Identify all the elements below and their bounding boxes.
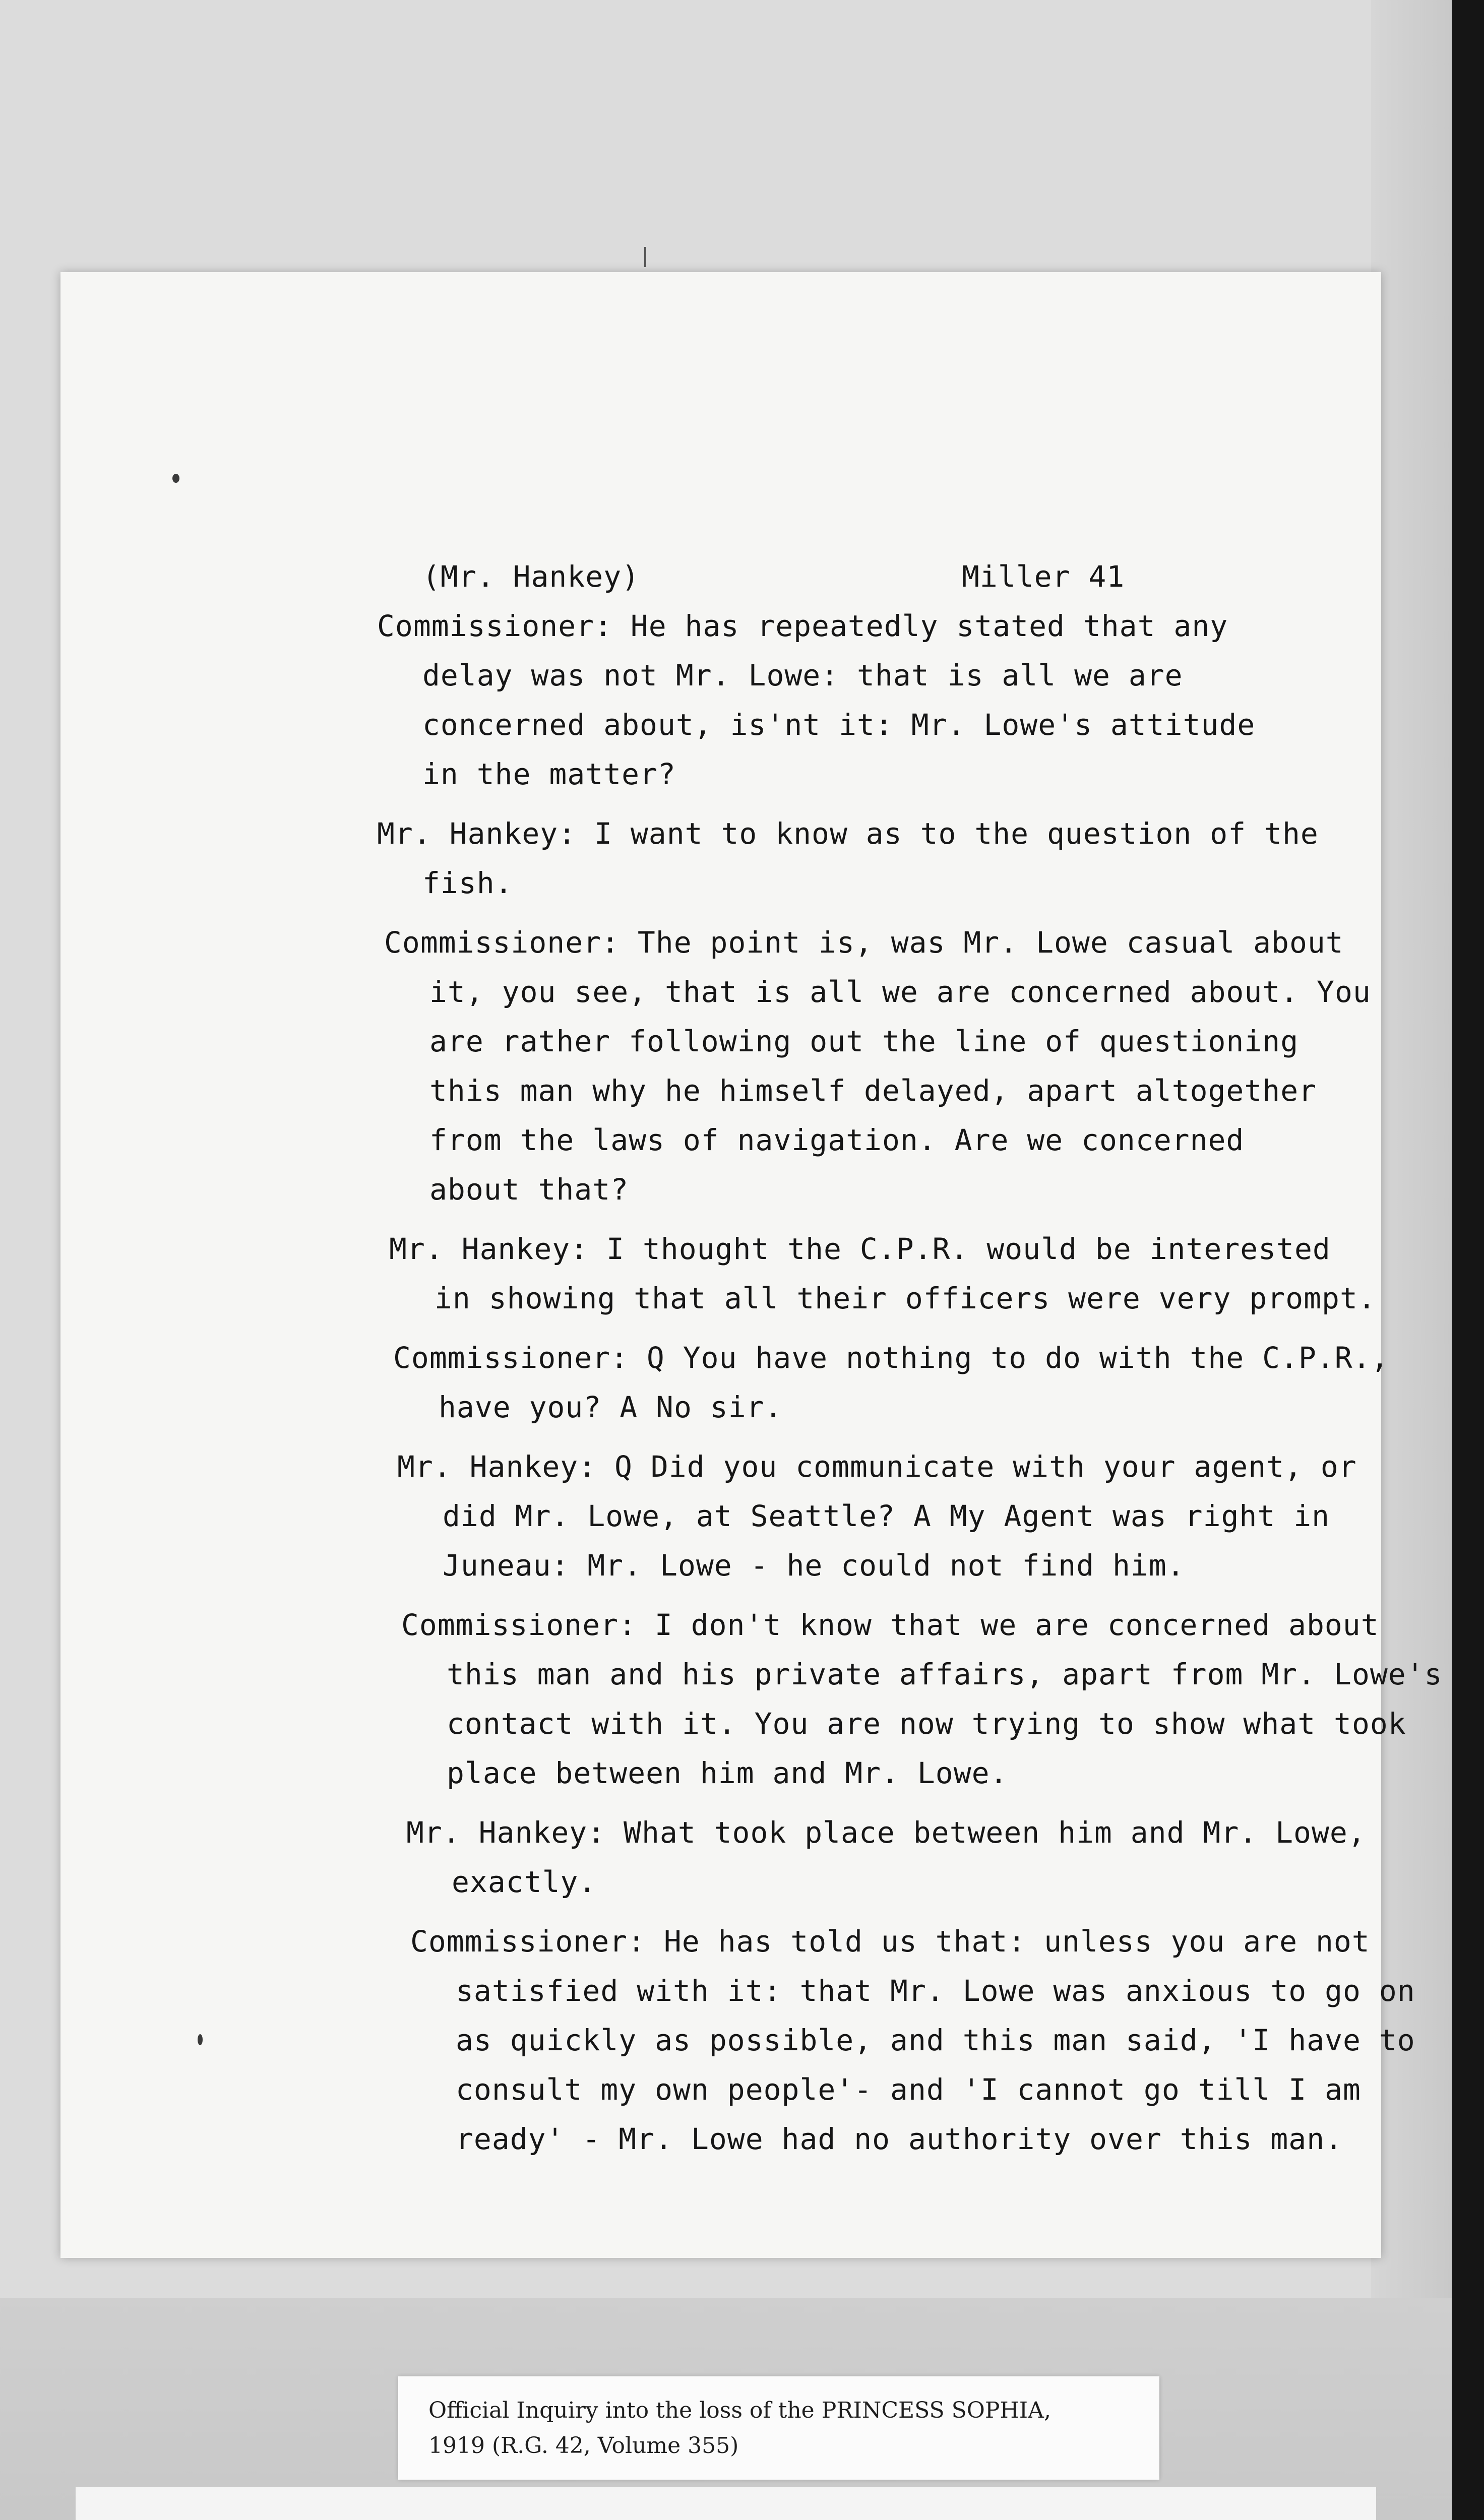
transcript-line: this man why he himself delayed, apart altogether xyxy=(429,1074,1317,1108)
transcript-line: Commissioner: Q You have nothing to do with the C.P.R., xyxy=(393,1341,1389,1375)
transcript-line: Commissioner: The point is, was Mr. Lowe casual about xyxy=(384,925,1344,960)
transcript-line: Commissioner: He has told us that: unless you are not xyxy=(410,1924,1370,1959)
transcript-line: did Mr. Lowe, at Seattle? A My Agent was right in xyxy=(443,1499,1330,1533)
transcript-line: concerned about, is'nt it: Mr. Lowe's attitude xyxy=(422,708,1256,742)
transcript-line: are rather following out the line of questioning xyxy=(429,1024,1299,1058)
page-header-left: (Mr. Hankey) xyxy=(422,559,640,594)
transcript-line: Juneau: Mr. Lowe - he could not find him. xyxy=(443,1548,1185,1583)
transcript-line: in the matter? xyxy=(422,757,676,791)
transcript-line: Mr. Hankey: What took place between him and Mr. Lowe, xyxy=(406,1815,1366,1850)
page-speck xyxy=(198,2034,203,2045)
transcript-line: ready' - Mr. Lowe had no authority over this man. xyxy=(456,2122,1343,2156)
transcript-line: have you? A No sir. xyxy=(439,1390,783,1424)
transcript-line: Mr. Hankey: I want to know as to the question of the xyxy=(377,816,1319,851)
transcript-line: exactly. xyxy=(452,1865,597,1899)
transcript-line: Commissioner: I don't know that we are concerned about xyxy=(401,1608,1379,1642)
transcript-line: this man and his private affairs, apart from Mr. Lowe's xyxy=(447,1657,1443,1691)
archive-caption-label xyxy=(398,2376,1159,2480)
transcript-line: fish. xyxy=(422,866,513,900)
transcript-line: about that? xyxy=(429,1172,629,1207)
transcript-line: delay was not Mr. Lowe: that is all we are xyxy=(422,658,1183,692)
transcript-line: place between him and Mr. Lowe. xyxy=(447,1756,1008,1790)
archives-stamp xyxy=(76,2487,1376,2520)
caption-line-1: Official Inquiry into the loss of the PRINCESS SOPHIA, xyxy=(428,2398,1051,2423)
scan-mark xyxy=(644,247,646,267)
transcript-line: in showing that all their officers were very prompt. xyxy=(435,1281,1376,1315)
typed-page xyxy=(60,272,1443,2258)
transcript-line: consult my own people'- and 'I cannot go till I am xyxy=(456,2072,1361,2107)
transcript-line: from the laws of navigation. Are we concerned xyxy=(429,1123,1245,1157)
transcript-line: it, you see, that is all we are concerned about. You xyxy=(429,975,1371,1009)
page-header-right: Miller 41 xyxy=(962,559,1125,594)
transcript-line: Commissioner: He has repeatedly stated that any xyxy=(377,609,1228,643)
caption-line-2: 1919 (R.G. 42, Volume 355) xyxy=(428,2433,739,2459)
scan-dark-edge xyxy=(1452,0,1484,2520)
page-speck xyxy=(172,474,179,483)
transcript-line: Mr. Hankey: Q Did you communicate with your agent, or xyxy=(397,1450,1357,1484)
transcript-line: as quickly as possible, and this man said, 'I have to xyxy=(456,2023,1415,2057)
transcript-line: satisfied with it: that Mr. Lowe was anxious to go on xyxy=(456,1974,1415,2008)
transcript-line: Mr. Hankey: I thought the C.P.R. would be interested xyxy=(389,1232,1331,1266)
scan-background-strip xyxy=(1371,0,1452,2520)
transcript-line: contact with it. You are now trying to show what took xyxy=(447,1707,1406,1741)
